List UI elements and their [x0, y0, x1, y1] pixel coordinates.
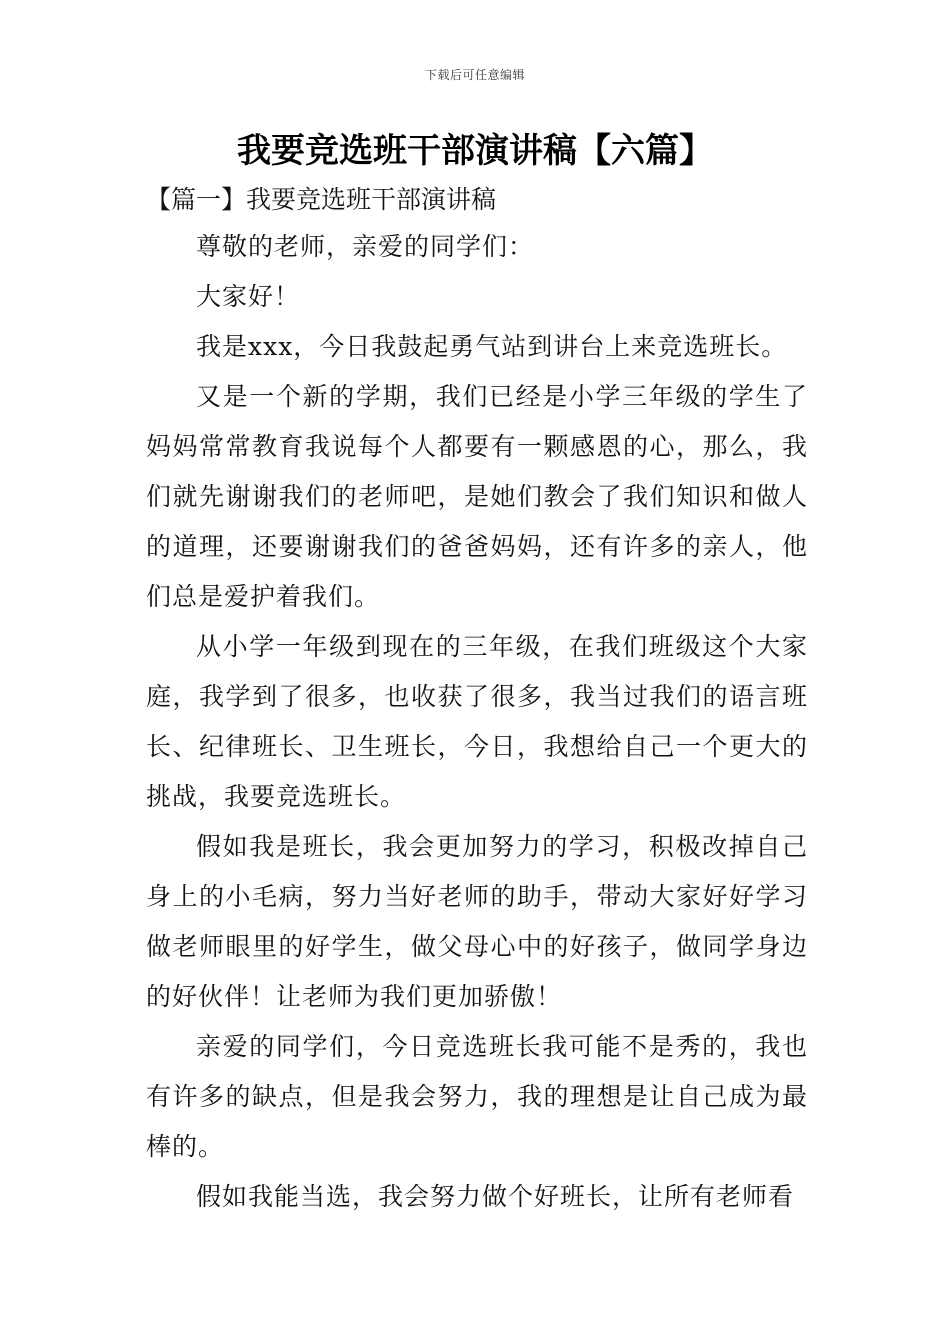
paragraph-experience: 从小学一年级到现在的三年级，在我们班级这个大家庭，我学到了很多，也收获了很多，我当过我们的语言班长、纪律班长、卫生班长，今日，我想给自己一个更大的挑战，我要竞选班长。	[146, 632, 808, 811]
paragraph-thanks: 又是一个新的学期，我们已经是小学三年级的学生了妈妈常常教育我说每个人都要有一颗感恩的心，那么，我们就先谢谢我们的老师吧，是她们教会了我们知识和做人的道理，还要谢谢我们的爸爸妈妈，还有许多的亲人，他们总是爱护着我们。	[146, 382, 808, 611]
paragraph-hello: 大家好！	[196, 282, 301, 311]
paragraph-greeting: 尊敬的老师，亲爱的同学们：	[196, 232, 535, 261]
paragraph-shortcomings: 亲爱的同学们，今日竞选班长我可能不是秀的，我也有许多的缺点，但是我会努力，我的理想是让自己成为最棒的。	[146, 1032, 808, 1161]
section-heading: 【篇一】我要竞选班干部演讲稿	[146, 185, 497, 214]
document-title: 我要竞选班干部演讲稿【六篇】	[237, 131, 713, 171]
paragraph-promise: 假如我是班长，我会更加努力的学习，积极改掉自己身上的小毛病，努力当好老师的助手，带动大家好好学习做老师眼里的好学生，做父母心中的好孩子，做同学身边的好伙伴！让老师为我们更加骄傲！	[146, 832, 808, 1011]
paragraph-intro: 我是xxx，今日我鼓起勇气站到讲台上来竞选班长。	[196, 332, 788, 361]
body-text	[146, 222, 808, 1222]
paragraph-if-elected: 假如我能当选，我会努力做个好班长，让所有老师看	[196, 1182, 795, 1211]
header-note: 下载后可任意编辑	[424, 68, 525, 82]
